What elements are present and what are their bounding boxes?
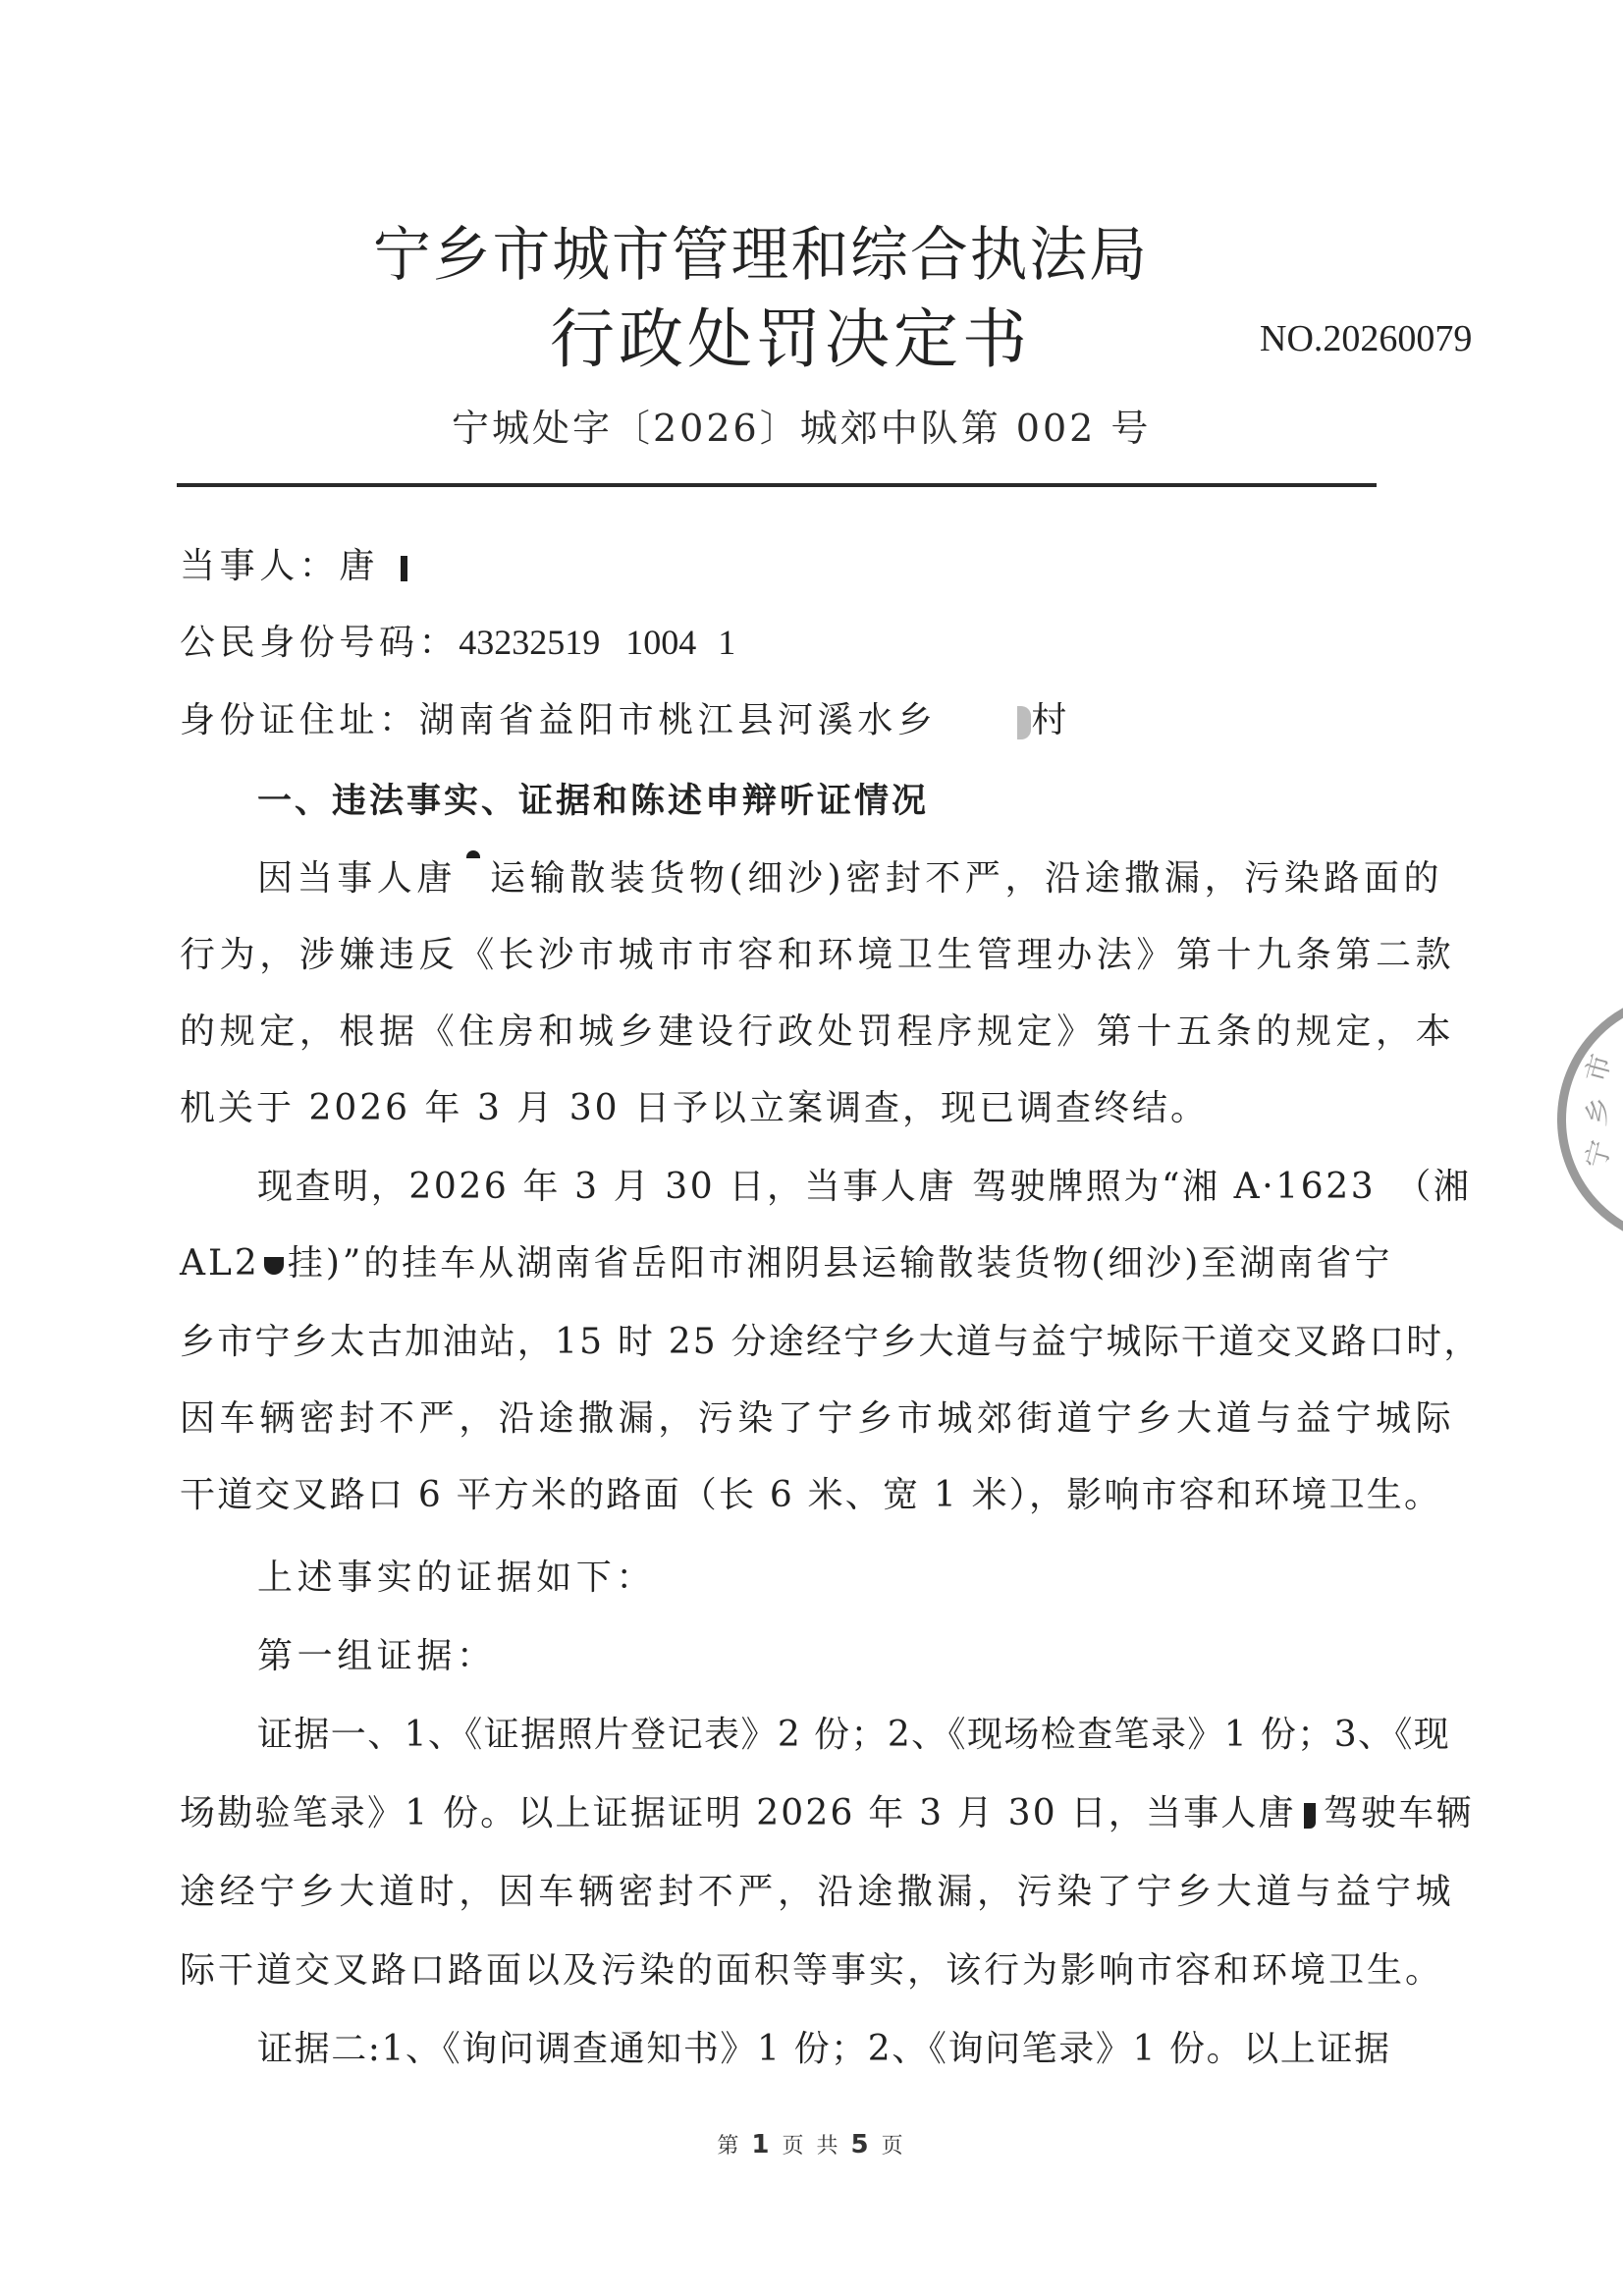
paragraph-line: 的规定，根据《住房和城乡建设行政处罚程序规定》第十五条的规定，本 <box>180 1011 1456 1052</box>
party-address-value: 湖南省益阳市桃江县河溪水乡 <box>418 700 938 740</box>
paragraph-line <box>257 1159 1514 1209</box>
party-name-value: 唐 <box>339 546 380 586</box>
party-name-label: 当事人： <box>180 546 340 586</box>
serial-number: NO.20260079 <box>1260 318 1473 359</box>
section-heading: 一、违法事实、证据和陈述申辩听证情况 <box>257 782 930 821</box>
redaction-mark <box>1017 706 1031 739</box>
paragraph-line: 途经宁乡大道时，因车辆密封不严，沿途撒漏，污染了宁乡大道与益宁城 <box>180 1872 1456 1912</box>
text-segment: 驾驶牌照为“湘 A·1623 <box>971 1167 1377 1207</box>
evidence-group-heading: 第一组证据： <box>257 1636 497 1676</box>
reference-number: 宁城处字〔2026〕城郊中队第 002 号 <box>452 407 1152 450</box>
party-address-label: 身份证住址： <box>180 700 419 740</box>
text-segment: 场勘验笔录》1 份。以上证据证明 2026 年 3 月 30 日，当事人唐 <box>180 1793 1296 1833</box>
seal-partial-text: 市 乡 宁 <box>1579 1050 1618 1173</box>
party-id-part3: 1 <box>718 623 736 662</box>
text-segment: AL2 <box>180 1243 260 1284</box>
text-segment: 挂)”的挂车从湖南省岳阳市湘阴县运输散装货物(细沙)至湖南省宁 <box>287 1243 1393 1284</box>
party-id-line <box>180 615 1436 665</box>
document-type-title: 行政处罚决定书 <box>550 301 1031 377</box>
total-pages-number: 5 <box>850 2130 872 2159</box>
paragraph-line: 乡市宁乡太古加油站，15 时 25 分途经宁乡大道与益宁城际干道交叉路口时， <box>180 1322 1482 1362</box>
redaction-mark <box>401 556 407 581</box>
party-address-line <box>180 692 1436 742</box>
paragraph-line: 因车辆密封不严，沿途撒漏，污染了宁乡市城郊街道宁乡大道与益宁城际 <box>180 1398 1456 1439</box>
current-page-number: 1 <box>751 2130 773 2159</box>
redaction-mark <box>466 850 480 858</box>
evidence-intro: 上述事实的证据如下： <box>257 1558 657 1598</box>
paragraph-line: 证据一、1、《证据照片登记表》2 份；2、《现场检查笔录》1 份；3、《现 <box>257 1715 1451 1755</box>
paragraph-line <box>180 1785 1474 1835</box>
party-name-line <box>180 538 1436 588</box>
footer-middle: 页 共 <box>782 2134 841 2159</box>
paragraph-line <box>257 850 1514 901</box>
party-id-part2: 1004 <box>625 623 697 662</box>
header-divider <box>177 483 1377 487</box>
paragraph-line: 干道交叉路口 6 平方米的路面（长 6 米、宽 1 米），影响市容和环境卫生。 <box>180 1475 1442 1515</box>
redaction-mark <box>1304 1803 1316 1829</box>
text-segment: 现查明，2026 年 3 月 30 日，当事人唐 <box>257 1167 956 1207</box>
text-segment: 因当事人唐 <box>257 858 458 899</box>
paragraph-line: 机关于 2026 年 3 月 30 日予以立案调查，现已调查终结。 <box>180 1088 1209 1128</box>
party-id-part1: 43232519 <box>459 623 601 662</box>
footer-prefix: 第 <box>717 2134 742 2159</box>
redaction-mark <box>264 1257 284 1275</box>
text-segment: （湘 <box>1395 1167 1472 1207</box>
text-segment: 运输散装货物(细沙)密封不严，沿途撒漏，污染路面的 <box>490 858 1444 899</box>
agency-title: 宁乡市城市管理和综合执法局 <box>373 221 1149 290</box>
party-address-suffix: 村 <box>1031 700 1072 740</box>
party-id-label: 公民身份号码： <box>180 623 460 663</box>
paragraph-line <box>180 1235 1436 1285</box>
paragraph-line: 证据二:1、《询问调查通知书》1 份；2、《询问笔录》1 份。以上证据 <box>257 2029 1391 2069</box>
paragraph-line: 际干道交叉路口路面以及污染的面积等事实，该行为影响市容和环境卫生。 <box>180 1950 1444 1991</box>
paragraph-line: 行为，涉嫌违反《长沙市城市市容和环境卫生管理办法》第十九条第二款 <box>180 935 1456 975</box>
footer-suffix: 页 <box>881 2134 906 2159</box>
page-footer <box>0 2129 1623 2159</box>
text-segment: 驾驶车辆 <box>1323 1793 1474 1833</box>
